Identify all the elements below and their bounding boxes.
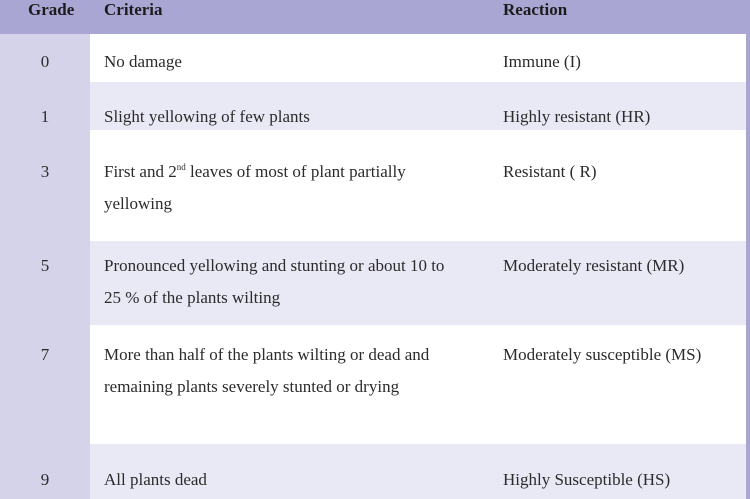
table-row-grade: 7 bbox=[40, 345, 50, 364]
table-row-grade: 9 bbox=[40, 470, 50, 489]
table-row-criteria: Slight yellowing of few plants bbox=[104, 107, 310, 126]
header-reaction: Reaction bbox=[503, 0, 568, 19]
table-row-reaction: Immune (I) bbox=[503, 52, 581, 71]
table-row-grade: 5 bbox=[40, 256, 50, 275]
table-row-reaction: Highly Susceptible (HS) bbox=[503, 470, 671, 489]
table-row-reaction: Moderately resistant (MR) bbox=[503, 256, 685, 275]
table-row-criteria: Pronounced yellowing and stunting or about 10 to 25 % of the plants wilting bbox=[104, 256, 445, 307]
criteria-text-part: First and 2 bbox=[104, 162, 177, 181]
table-row-grade: 1 bbox=[40, 107, 50, 126]
table-row-grade: 0 bbox=[40, 52, 50, 71]
table-row-criteria: More than half of the plants wilting or dead and remaining plants severely stunted or drying bbox=[104, 345, 430, 396]
table-row-reaction: Highly resistant (HR) bbox=[503, 107, 651, 126]
table-row-criteria bbox=[104, 156, 464, 220]
table-row-reaction: Resistant ( R) bbox=[503, 162, 597, 181]
table-row-reaction: Moderately susceptible (MS) bbox=[503, 345, 702, 364]
header-grade: Grade bbox=[28, 0, 75, 19]
criteria-superscript: nd bbox=[176, 162, 186, 172]
table-right-border bbox=[746, 0, 750, 499]
criteria-text-part: leaves of most of plant partially yellowing bbox=[104, 162, 406, 213]
table-row-criteria: All plants dead bbox=[104, 470, 207, 489]
table-row-criteria: No damage bbox=[104, 52, 182, 71]
table-row-grade: 3 bbox=[40, 162, 50, 181]
header-criteria: Criteria bbox=[104, 0, 163, 19]
